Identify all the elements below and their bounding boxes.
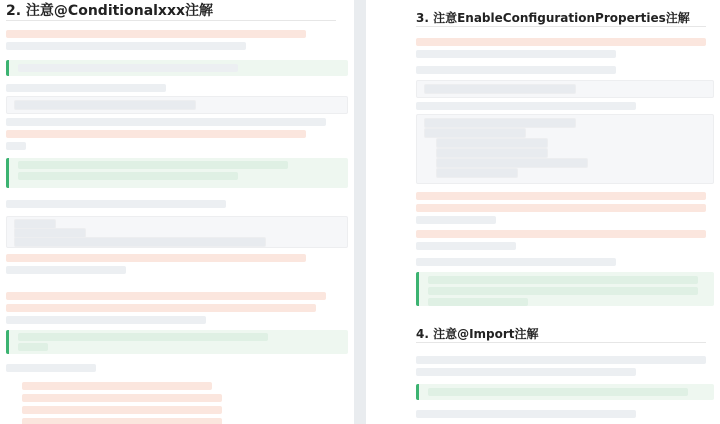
text-line <box>416 38 706 46</box>
section-heading-conditional: 2. 注意@Conditionalxxx注解 <box>6 2 336 21</box>
text-line <box>416 242 516 250</box>
text-line <box>6 364 96 372</box>
code-line <box>424 118 576 128</box>
code-line <box>436 158 588 168</box>
text-line <box>416 368 636 376</box>
text-line <box>6 130 306 138</box>
code-line <box>436 148 548 158</box>
text-line <box>6 292 326 300</box>
text-line <box>6 266 126 274</box>
text-line <box>416 410 636 418</box>
page-divider <box>354 0 366 424</box>
text-line <box>416 102 636 110</box>
text-line <box>18 64 238 72</box>
list-item <box>22 382 212 390</box>
text-line <box>18 161 288 169</box>
text-line <box>18 343 48 351</box>
list-item <box>22 418 222 424</box>
right-page <box>366 0 720 424</box>
code-line <box>436 168 518 178</box>
list-item <box>22 394 222 402</box>
text-line <box>428 287 698 295</box>
left-page <box>0 0 354 424</box>
text-line <box>6 142 26 150</box>
text-line <box>6 30 306 38</box>
list-item <box>22 406 222 414</box>
code-line <box>14 100 196 110</box>
code-line <box>436 138 548 148</box>
text-line <box>428 276 698 284</box>
code-line <box>424 128 526 138</box>
text-line <box>416 204 706 212</box>
text-line <box>6 42 246 50</box>
code-line <box>424 84 576 94</box>
text-line <box>416 356 706 364</box>
text-line <box>6 304 316 312</box>
text-line <box>416 192 706 200</box>
section-heading-enable-config: 3. 注意EnableConfigurationProperties注解 <box>416 10 706 27</box>
text-line <box>428 388 688 396</box>
text-line <box>428 298 528 306</box>
text-line <box>416 258 616 266</box>
text-line <box>6 118 326 126</box>
text-line <box>6 254 306 262</box>
text-line <box>18 333 268 341</box>
text-line <box>416 50 616 58</box>
text-line <box>416 230 706 238</box>
text-line <box>6 200 226 208</box>
text-line <box>6 84 166 92</box>
text-line <box>416 216 496 224</box>
text-line <box>6 316 206 324</box>
text-line <box>18 172 238 180</box>
text-line <box>416 66 616 74</box>
section-heading-import: 4. 注意@Import注解 <box>416 326 706 343</box>
code-line <box>14 237 266 247</box>
